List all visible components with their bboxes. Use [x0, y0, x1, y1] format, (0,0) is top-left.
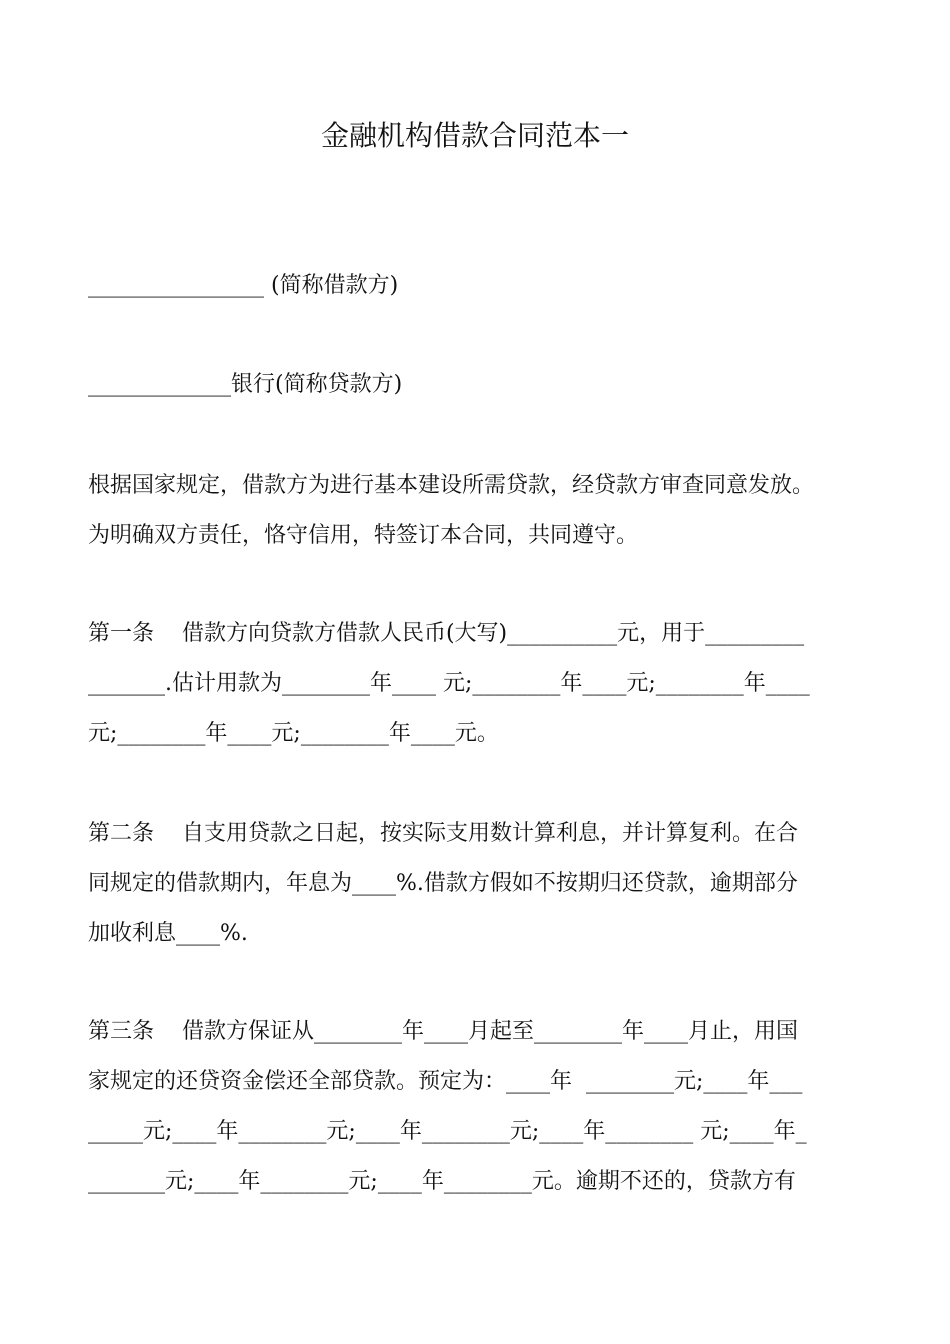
article1-line: 第一条 借款方向贷款方借款人民币(大写)__________元，用于_________	[88, 621, 805, 646]
article3-line: _______元;____年________元;____年________元。逾期不还的，贷款方有	[88, 1169, 796, 1194]
article3-line: _____元;____年________元;____年________元;____年________ 元;____年_	[88, 1119, 807, 1144]
preamble-line: 为明确双方责任，恪守信用，特签订本合同，共同遵守。	[88, 523, 639, 548]
article1-line: _______.估计用款为________年____ 元;________年____元;________年____	[88, 671, 810, 696]
borrower-party-line: ________________ (简称借款方)	[88, 273, 399, 298]
article3-line: 家规定的还贷资金偿还全部贷款。预定为：____年 ________元;____年___	[88, 1069, 803, 1094]
article2-line: 同规定的借款期内，年息为____%.借款方假如不按期归还贷款，逾期部分	[88, 871, 798, 896]
preamble-line: 根据国家规定，借款方为进行基本建设所需贷款，经贷款方审查同意发放。	[88, 473, 815, 498]
article2-line: 第二条 自支用贷款之日起，按实际支用数计算利息，并计算复利。在合	[88, 821, 798, 846]
article1-line: 元;________年____元;________年____元。	[88, 721, 499, 746]
lender-party-line: _____________银行(简称贷款方)	[88, 372, 403, 397]
article3-line: 第三条 借款方保证从________年____月起至________年____月止，用国	[88, 1019, 798, 1044]
document-title: 金融机构借款合同范本一	[320, 119, 629, 152]
article2-line: 加收利息____%.	[88, 921, 248, 946]
